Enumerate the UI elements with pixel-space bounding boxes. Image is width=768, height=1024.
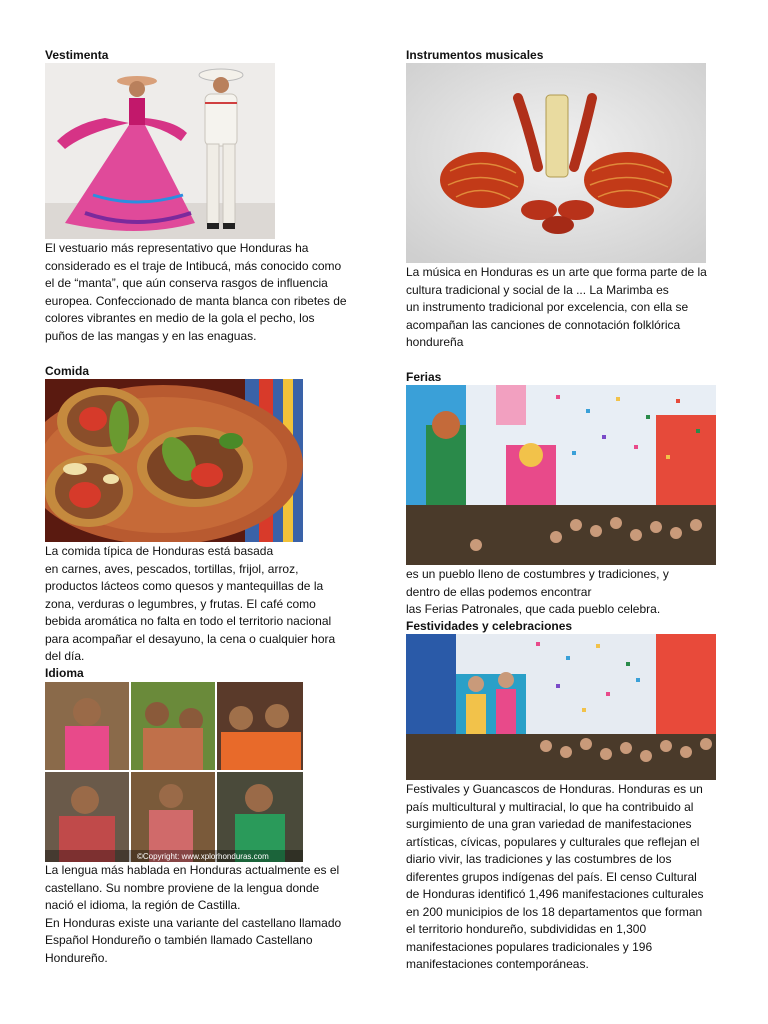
heading-comida: Comida [45,364,90,378]
text-line: artísticas, cívicas, populares y culturales que reflejan el [406,834,700,849]
text-line: El vestuario más representativo que Honduras ha [45,241,309,255]
text-line: bebida aromática no falta en todo el territorio nacional [45,614,332,628]
text-line: es un pueblo lleno de costumbres y tradiciones, y [406,567,669,581]
text-line: acompañan las canciones de connotación folklórica [406,317,681,332]
text-line: puños de las mangas y en las enaguas. [45,328,257,343]
vestimenta-photo [45,63,275,239]
text-line: Hondureño. [45,950,108,965]
text-line: castellano. Su nombre proviene de la lengua donde [45,880,320,895]
text-line: hondureña [406,335,464,349]
text-line: cultura tradicional y social de la ... La Marimba es [406,282,669,297]
text-line: diario vivir, las tradiciones y las costumbres de los [406,852,672,866]
text-line: colores vibrantes en medio de la gola el pecho, los [45,311,315,325]
ferias-photo [406,385,716,565]
text-line: el de “manta”, que aún conserva rasgos de influencia [45,276,328,290]
text-line: Español Hondureño o también llamado Castellano [45,933,313,947]
vestimenta-text [45,240,347,345]
text-line: La música en Honduras es un arte que forma parte de la [406,265,707,279]
text-line: surgimiento de una gran variedad de manifestaciones [406,817,692,831]
text-line: en carnes, aves, pescados, tortillas, frijol, arroz, [45,561,299,576]
instrumentos-photo [406,63,706,263]
text-line: para acompañar el desayuno, la cena o cualquier hora [45,631,336,646]
text-line: diferentes grupos indígenas del país. El censo Cultural [406,869,697,884]
heading-festividades: Festividades y celebraciones [406,619,573,633]
heading-ferias: Ferias [406,370,442,384]
text-line: En Honduras existe una variante del castellano llamado [45,915,342,930]
text-line: dentro de ellas podemos encontrar [406,584,592,599]
heading-idioma: Idioma [45,666,84,680]
festividades-photo [406,634,716,780]
heading-vestimenta: Vestimenta [45,48,109,62]
heading-instrumentos: Instrumentos musicales [406,48,544,62]
text-line: del día. [45,649,85,663]
collage-watermark: ©Copyright: www.xplorhonduras.com [137,852,269,861]
text-line: un instrumento tradicional por excelencia, con ella se [406,300,689,314]
text-line: La comida típica de Honduras está basada [45,544,274,558]
comida-photo [45,379,303,542]
text-line: considerado es el traje de Intibucá, más conocido como [45,258,342,273]
text-line: el territorio hondureño, subdivididas en 1,300 [406,922,647,936]
text-line: las Ferias Patronales, que cada pueblo celebra. [406,602,661,616]
text-line: productos lácteos como quesos y mantequillas de la [45,579,324,593]
comida-text [45,543,335,666]
text-line: en 200 municipios de los 18 departamentos que forman [406,904,703,919]
text-line: zona, verduras o legumbres, y frutas. El café como [45,596,316,611]
ferias-text [406,566,669,619]
idioma-text [45,862,341,967]
text-line: país multicultural y multiracial, lo que ha contribuido al [406,799,694,814]
text-line: nació el idioma, la región de Castilla. [45,898,241,912]
festividades-text [406,781,704,974]
text-line: Festivales y Guancascos de Honduras. Honduras es un [406,782,703,796]
text-line: manifestaciones populares tradicionales y 196 [406,939,653,954]
text-line: manifestaciones contemporáneas. [406,957,589,971]
text-line: europea. Confeccionado de manta blanca con ribetes de [45,293,347,308]
text-line: La lengua más hablada en Honduras actualmente es el [45,863,340,877]
text-line: de Honduras identificó 1,496 manifestaciones culturales [406,887,704,901]
instrumentos-text [406,264,707,352]
idioma-collage [45,682,303,862]
